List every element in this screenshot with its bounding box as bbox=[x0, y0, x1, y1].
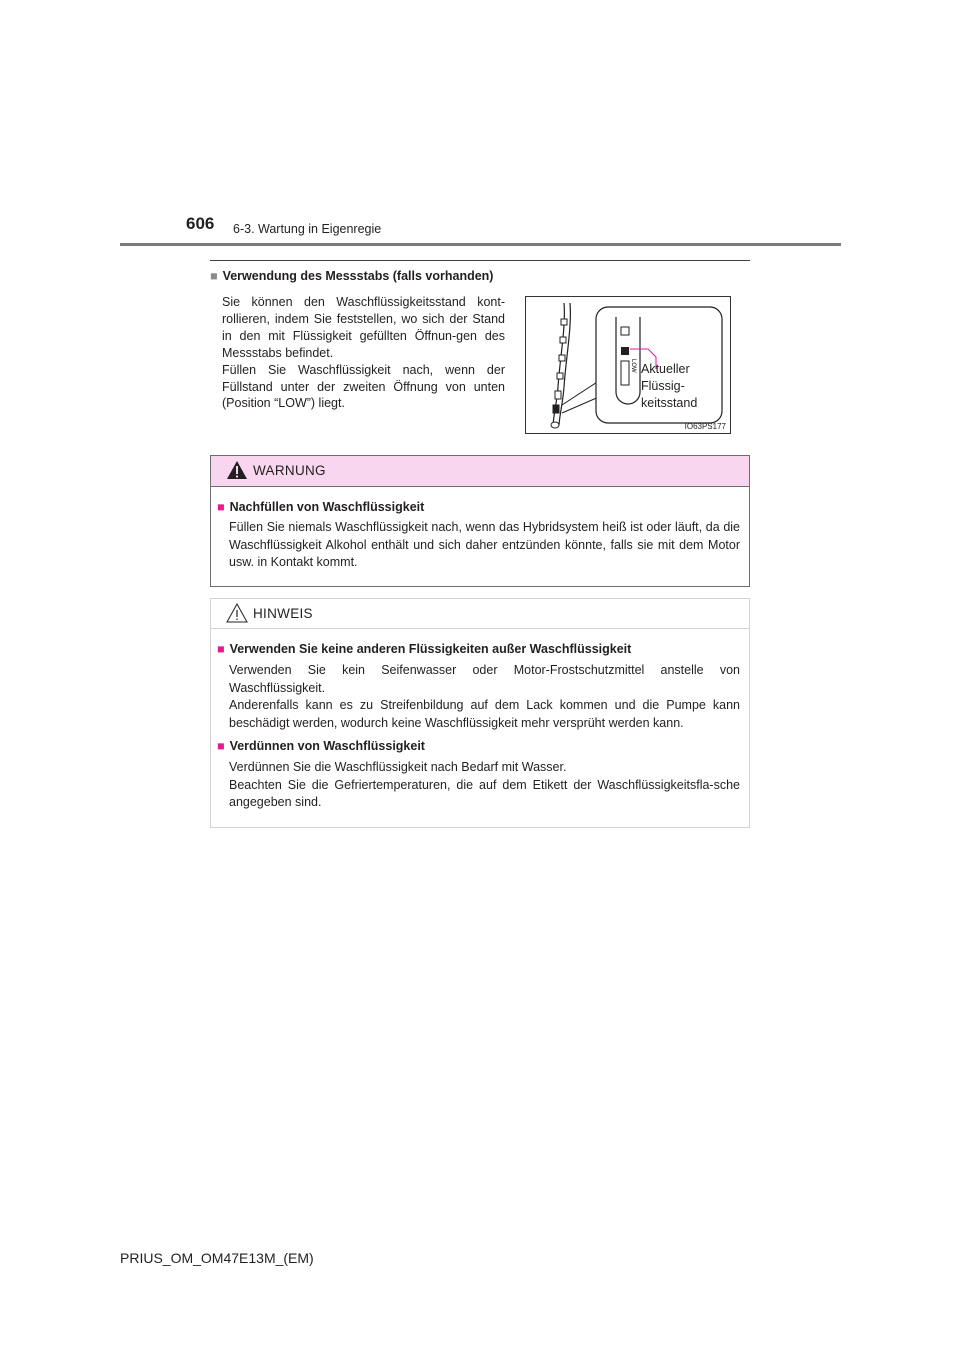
notice-paragraph: Verdünnen Sie die Waschflüssigkeit nach Bedarf mit Wasser. bbox=[229, 760, 567, 774]
figure-label-line: Flüssig- bbox=[641, 379, 685, 393]
dipstick-paragraph: Sie können den Waschflüssigkeitsstand kont-rollieren, indem Sie feststellen, wo sich der Stand in den mit Flüssigkeit gefüllten Öffnun-gen des Messstabs befindet. bbox=[222, 295, 505, 360]
figure-label-line: Aktueller bbox=[641, 362, 690, 376]
warning-item-text bbox=[229, 519, 740, 572]
warning-box bbox=[210, 455, 750, 587]
dipstick-heading-text: Verwendung des Messstabs (falls vorhanden) bbox=[222, 269, 494, 283]
square-bullet-icon: ■ bbox=[217, 500, 225, 514]
square-bullet-icon: ■ bbox=[217, 642, 225, 656]
document-id: PRIUS_OM_OM47E13M_(EM) bbox=[120, 1250, 314, 1266]
warning-item-heading-text: Nachfüllen von Waschflüssigkeit bbox=[229, 500, 425, 514]
dipstick-body bbox=[222, 294, 505, 412]
warning-item-heading bbox=[217, 500, 424, 514]
dipstick-illustration bbox=[526, 297, 730, 433]
dipstick-heading bbox=[210, 269, 493, 283]
header-rule bbox=[120, 243, 841, 246]
notice-paragraph: Beachten Sie die Gefriertemperaturen, die auf dem Etikett der Waschflüssigkeitsfla-sche angegeben sind. bbox=[229, 777, 740, 809]
figure-label-line: keitsstand bbox=[641, 396, 698, 410]
warning-paragraph: Füllen Sie niemals Waschflüssigkeit nach, wenn das Hybridsystem heiß ist oder läuft, da die Waschflüssigkeit Alkohol enthält und sich daher entzünden könnte, falls sie mit dem Motor usw. in Kontakt kommt. bbox=[229, 520, 740, 569]
section-title: 6-3. Wartung in Eigenregie bbox=[233, 222, 382, 236]
warning-header bbox=[211, 456, 749, 487]
low-marking: LOW bbox=[630, 359, 636, 373]
warning-title: WARNUNG bbox=[253, 463, 326, 478]
notice-item-text bbox=[229, 662, 740, 732]
warning-triangle-icon bbox=[226, 460, 248, 480]
figure-label bbox=[641, 361, 697, 412]
dipstick-figure bbox=[525, 296, 731, 434]
notice-paragraph: Anderenfalls kann es zu Streifenbildung auf dem Lack kommen und die Pumpe kann beschädigt werden, wodurch keine Waschflüssigkeit mehr versprüht werden kann. bbox=[229, 698, 740, 730]
notice-paragraph: Verwenden Sie kein Seifenwasser oder Motor-Frostschutzmittel anstelle von Waschflüssigkeit. bbox=[229, 663, 740, 695]
dipstick-paragraph: Füllen Sie Waschflüssigkeit nach, wenn der Füllstand unter der zweiten Öffnung von unten (Position “LOW”) liegt. bbox=[222, 362, 505, 411]
square-bullet-icon: ■ bbox=[217, 739, 225, 753]
caution-triangle-icon bbox=[226, 603, 248, 623]
section-divider bbox=[210, 260, 750, 261]
figure-code: IO63PS177 bbox=[684, 422, 726, 431]
square-bullet-icon: ■ bbox=[210, 269, 218, 283]
notice-item-text bbox=[229, 759, 740, 812]
notice-box bbox=[210, 598, 750, 828]
page-number: 606 bbox=[186, 214, 215, 233]
notice-item-heading-text: Verwenden Sie keine anderen Flüssigkeiten außer Waschflüssigkeit bbox=[229, 642, 632, 656]
notice-title: HINWEIS bbox=[253, 606, 313, 621]
notice-item-heading bbox=[217, 642, 631, 656]
notice-header bbox=[211, 599, 749, 629]
notice-item-heading-text: Verdünnen von Waschflüssigkeit bbox=[229, 739, 425, 753]
notice-item-heading bbox=[217, 739, 425, 753]
